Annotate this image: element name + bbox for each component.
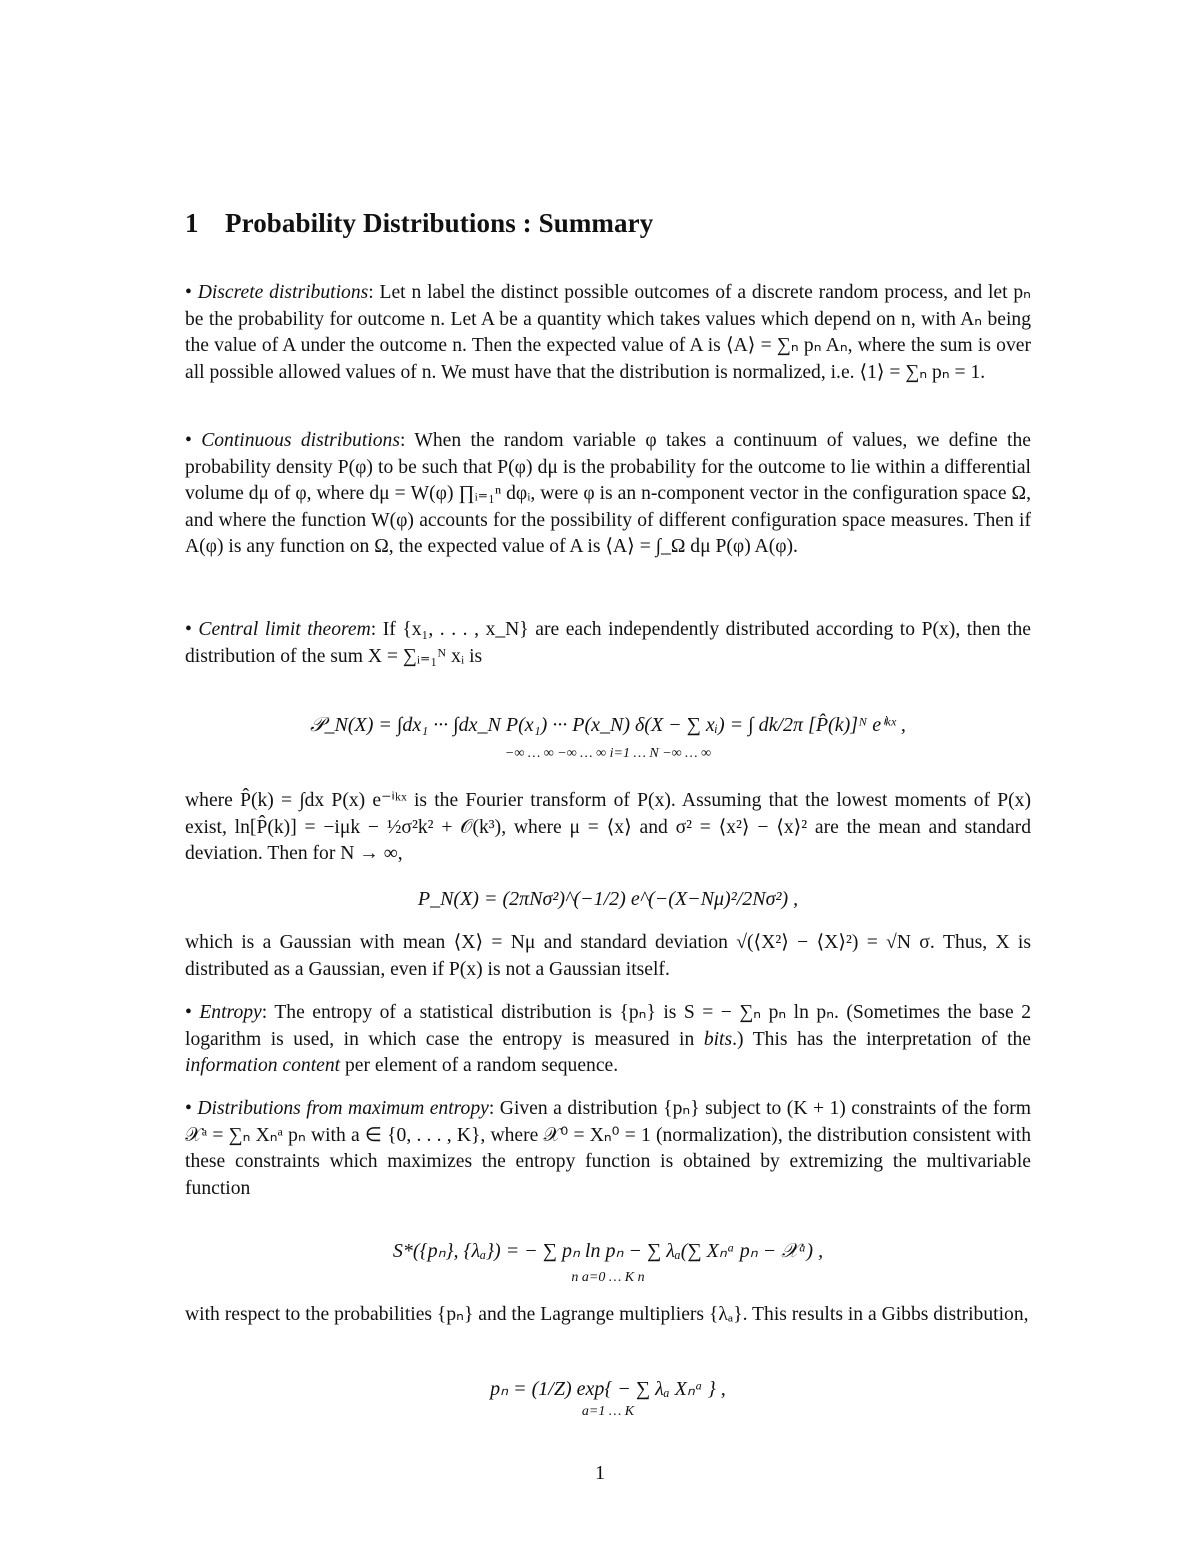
paragraph-continuous: • Continuous distributions: When the random variable φ takes a continuum of values, we define the probability density P(φ) to be such that P(φ) dμ is the probability for the outcome to lie within a differential volume dμ of φ, where dμ = W(φ) ∏ᵢ₌₁ⁿ dφᵢ, were φ is an n-component vector in the configuration space Ω, and where the function W(φ) accounts for the possibility of different configuration space measures. Then if A(φ) is any function on Ω, the expected value of A is ⟨A⟩ = ∫_Ω dμ P(φ) A(φ). — [185, 430, 1031, 558]
section-number: 1 — [185, 208, 199, 238]
label-entropy: Entropy — [199, 1002, 262, 1023]
equation-lagrangian-limits — [185, 1270, 1031, 1286]
equation-lagrangian-limits-text: n a=0 … K n — [571, 1270, 645, 1285]
text-discrete: : Let n label the distinct possible outcomes of a discrete random process, and let pₙ be the probability for outcome n. Let A be a quantity which takes values which depend on n, with Aₙ being the value of A under the outcome n. Then the expected value of A is ⟨A⟩ = ∑ₙ pₙ Aₙ, where the sum is over all possible allowed values of n. We must have that the distribution is normalized, i.e. ⟨1⟩ = ∑ₙ pₙ = 1. — [185, 282, 1031, 383]
equation-lagrangian — [185, 1238, 1031, 1263]
paragraph-maxent: • Distributions from maximum entropy: Given a distribution {pₙ} subject to (K + 1) constraints of the form 𝒳ᵃ = ∑ₙ Xₙᵃ pₙ with a ∈ {0, . . . , K}, where 𝒳⁰ = Xₙ⁰ = 1 (normalization), the distribution consistent with these constraints which maximizes the entropy function is obtained by extremizing the multivariable function — [185, 1098, 1032, 1199]
text-gibbs: with respect to the probabilities {pₙ} and the Lagrange multipliers {λₐ}. This results in a Gibbs distribution, — [185, 1304, 1029, 1325]
paragraph-fourier — [185, 788, 1031, 868]
label-maxent: Distributions from maximum entropy — [197, 1098, 489, 1119]
equation-gaussian-text: P_N(X) = (2πNσ²)^(−1/2) e^(−(X−Nμ)²/2Nσ²) , — [417, 888, 799, 910]
label-discrete: Discrete distributions — [197, 282, 369, 303]
text-entropy-info: information content — [185, 1055, 341, 1077]
text-maxent: : Given a distribution {pₙ} subject to (K + 1) constraints of the form 𝒳ᵃ = ∑ₙ Xₙᵃ pₙ with a ∈ {0, . . . , K}, where 𝒳⁰ = Xₙ⁰ = 1 (normalization), the distribution consistent with these constraints which maximizes the entropy function is obtained by extremizing the multivariable function — [185, 1098, 1032, 1199]
equation-gaussian — [185, 888, 1031, 911]
label-continuous: Continuous distributions — [201, 430, 400, 451]
equation-clt-integral — [185, 712, 1031, 737]
paragraph-clt: • Central limit theorem: If {x₁, . . . , x_N} are each independently distributed according to P(x), then the distribution of the sum X = ∑ᵢ₌₁ᴺ xᵢ is — [185, 619, 1031, 667]
paragraph-entropy: • Entropy: The entropy of a statistical distribution is {pₙ} is S = − ∑ₙ pₙ ln pₙ. (Sometimes the base 2 logarithm is used, in which case the entropy is measured in bits.) This has the interpretation of the information content per element of a random sequence. — [185, 1002, 1032, 1077]
text-fourier: where P̂(k) = ∫dx P(x) e⁻ⁱᵏˣ is the Fourier transform of P(x). Assuming that the lowest moments of P(x) exist, ln[P̂(k)] = −iμk − ½σ²k² + 𝒪(k³), where μ = ⟨x⟩ and σ² = ⟨x²⟩ − ⟨x⟩² are the mean and standard deviation. Then for N → ∞, — [185, 790, 1031, 865]
text-clt: : If {x₁, . . . , x_N} are each independently distributed according to P(x), then the distribution of the sum X = ∑ᵢ₌₁ᴺ xᵢ is — [185, 619, 1031, 667]
text-gaussian-result: which is a Gaussian with mean ⟨X⟩ = Nμ and standard deviation √(⟨X²⟩ − ⟨X⟩²) = √N σ. Thus, X is distributed as a Gaussian, even if P(x) is not a Gaussian itself. — [185, 932, 1031, 980]
paragraph-discrete: • Discrete distributions: Let n label the distinct possible outcomes of a discrete random process, and let pₙ be the probability for outcome n. Let A be a quantity which takes values which depend on n, with Aₙ being the value of A under the outcome n. Then the expected value of A is ⟨A⟩ = ∑ₙ pₙ Aₙ, where the sum is over all possible allowed values of n. We must have that the distribution is normalized, i.e. ⟨1⟩ = ∑ₙ pₙ = 1. — [185, 282, 1031, 383]
paragraph-gaussian-result — [185, 930, 1031, 983]
paragraph-gibbs — [185, 1302, 1031, 1329]
text-entropy-bits: bits — [703, 1028, 733, 1050]
equation-gibbs-limits — [185, 1404, 1031, 1420]
equation-lagrangian-text: S*({pₙ}, {λₐ}) = − ∑ pₙ ln pₙ − ∑ λₐ(∑ Xₙᵃ pₙ − 𝒳ᵃ) , — [392, 1240, 824, 1262]
equation-gibbs-text: pₙ = (1/Z) exp{ − ∑ λₐ Xₙᵃ } , — [490, 1378, 726, 1400]
equation-clt-integral-text: 𝒫_N(X) = ∫dx₁ ··· ∫dx_N P(x₁) ··· P(x_N) δ(X − ∑ xᵢ) = ∫ dk/2π [P̂(k)]ᴺ eⁱᵏˣ , — [310, 714, 906, 736]
text-continuous: : When the random variable φ takes a continuum of values, we define the probability density P(φ) to be such that P(φ) dμ is the probability for the outcome to lie within a differential volume dμ of φ, where dμ = W(φ) ∏ᵢ₌₁ⁿ dφᵢ, were φ is an n-component vector in the configuration space Ω, and where the function W(φ) accounts for the possibility of different configuration space measures. Then if A(φ) is any function on Ω, the expected value of A is ⟨A⟩ = ∫_Ω dμ P(φ) A(φ). — [185, 430, 1031, 558]
equation-clt-integral-limits-text: −∞ … ∞ −∞ … ∞ i=1 … N −∞ … ∞ — [504, 746, 712, 761]
equation-gibbs-limits-text: a=1 … K — [581, 1404, 635, 1419]
equation-clt-integral-limits — [185, 746, 1031, 762]
text-entropy-2: .) This has the interpretation of the — [732, 1028, 1032, 1050]
equation-gibbs — [185, 1376, 1031, 1401]
label-clt: Central limit theorem — [198, 619, 371, 640]
text-entropy-3: per element of a random sequence. — [340, 1055, 619, 1077]
section-heading — [185, 208, 653, 239]
section-title: Probability Distributions : Summary — [225, 208, 654, 238]
text-entropy-1: : The entropy of a statistical distribution is {pₙ} is S = − ∑ₙ pₙ ln pₙ. (Sometimes the base 2 logarithm is used, in which case the entropy is measured in — [185, 1002, 1031, 1050]
page-number: 1 — [595, 1462, 605, 1484]
